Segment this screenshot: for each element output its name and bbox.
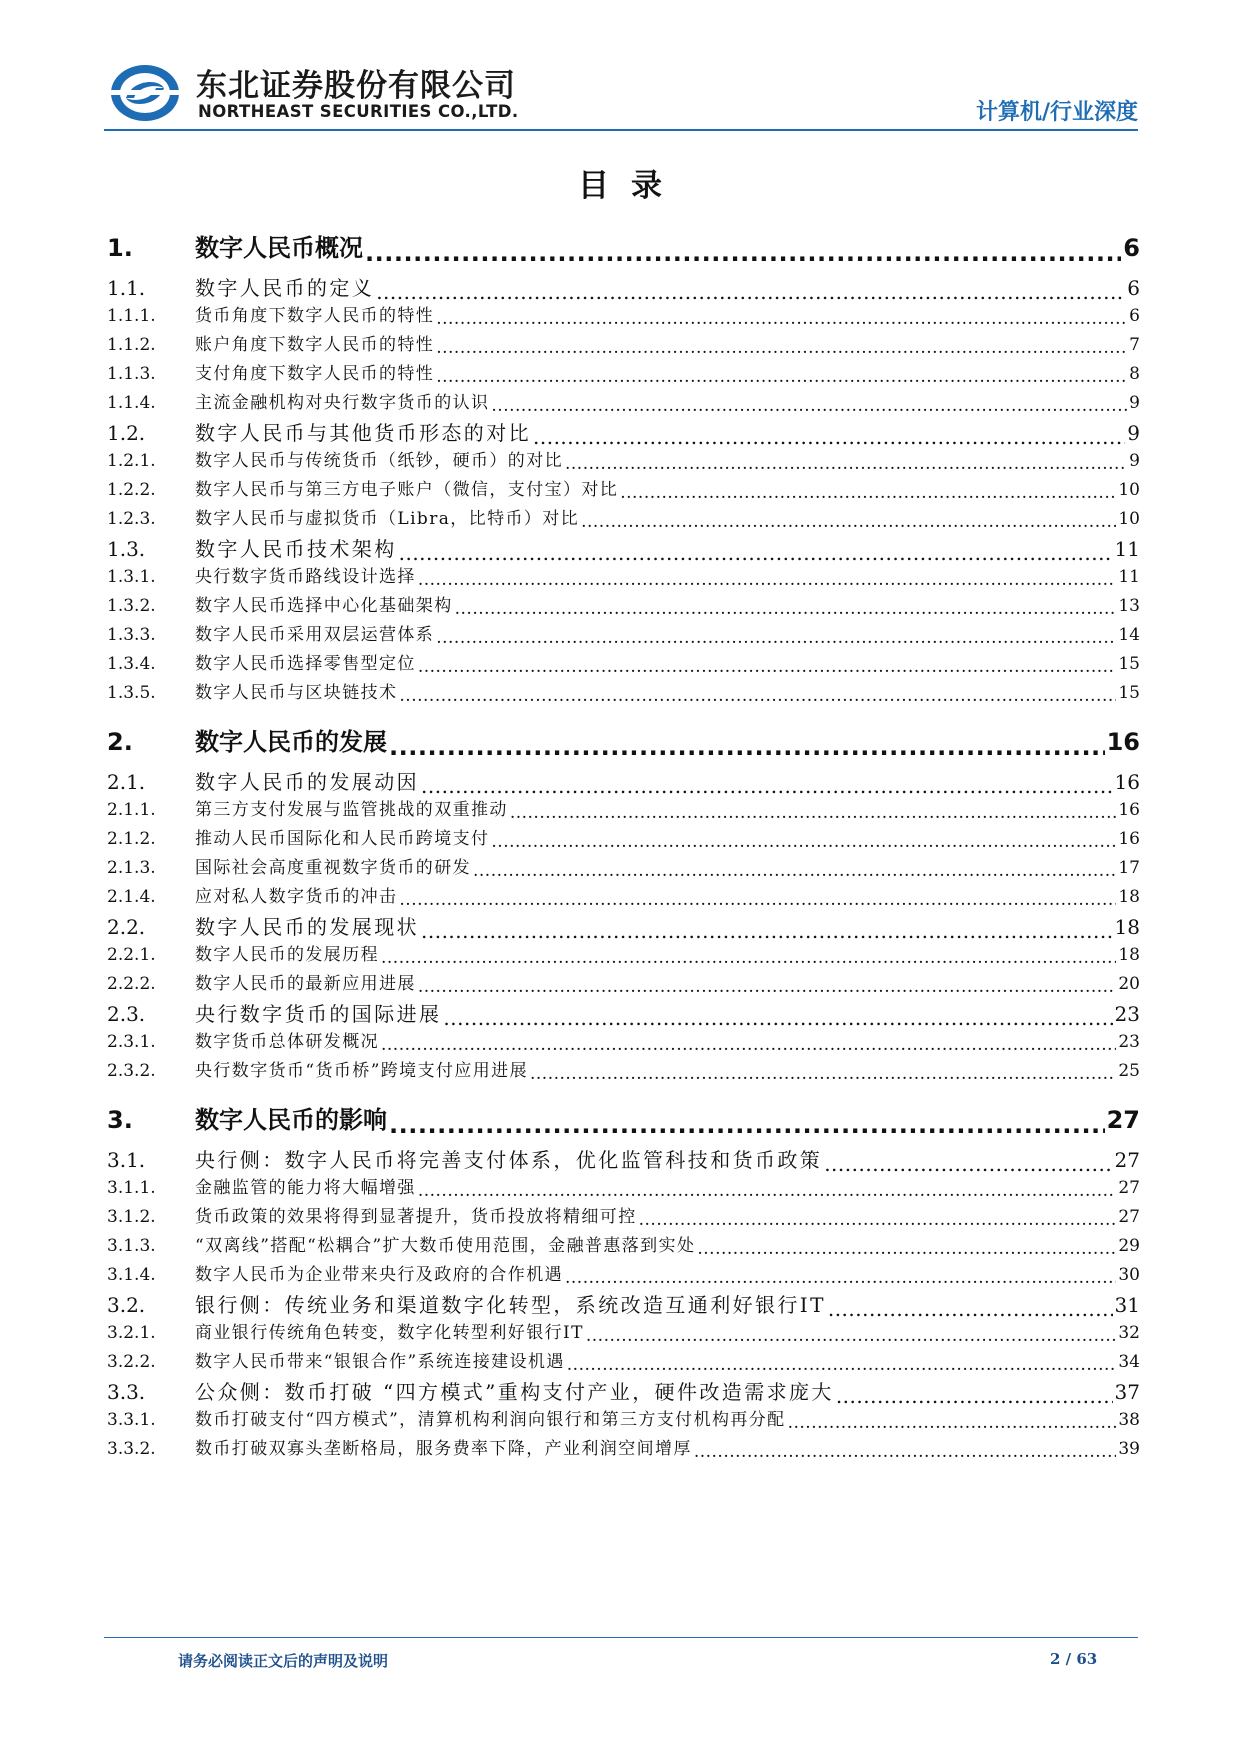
toc-entry-page: 8 [1129, 364, 1140, 384]
toc-entry-page: 18 [1114, 915, 1140, 939]
toc-entry-number: 3.2.2. [107, 1352, 156, 1372]
toc-entry-page: 6 [1129, 306, 1140, 326]
toc-entry-page: 23 [1118, 1032, 1140, 1052]
toc-dot-leader [788, 1413, 1117, 1430]
toc-entry[interactable] [107, 504, 1140, 529]
toc-dot-leader [436, 338, 1127, 355]
toc-entry-title: 数字人民币与区块链技术 [195, 683, 398, 703]
toc-entry-page: 15 [1118, 683, 1140, 703]
toc-entry-title: 数字人民币与第三方电子账户（微信，支付宝）对比 [195, 480, 619, 500]
toc-entry-number: 3. [107, 1106, 133, 1134]
toc-entry-number: 2.3.1. [107, 1032, 156, 1052]
toc-title: 目录 [578, 168, 684, 204]
toc-entry[interactable] [107, 882, 1140, 907]
toc-entry-page: 11 [1118, 567, 1140, 587]
toc-entry-number: 1.2.2. [107, 480, 156, 500]
toc-entry-page: 18 [1118, 887, 1140, 907]
toc-dot-leader [620, 483, 1116, 500]
toc-dot-leader [491, 396, 1127, 413]
toc-entry-number: 1.3.5. [107, 683, 156, 703]
toc-entry-page: 16 [1118, 800, 1140, 820]
toc-entry-page: 17 [1118, 858, 1140, 878]
toc-dot-leader [697, 1239, 1116, 1256]
toc-entry[interactable] [107, 1289, 1140, 1318]
footer-disclaimer: 请务必阅读正文后的声明及说明 [178, 1652, 389, 1670]
toc-dot-leader [436, 628, 1116, 645]
toc-entry-number: 2.2. [107, 915, 146, 939]
toc-entry-number: 2. [107, 728, 133, 756]
toc-entry-title: 主流金融机构对央行数字货币的认识 [195, 393, 490, 413]
toc-dot-leader [421, 774, 1113, 794]
toc-entry[interactable] [107, 533, 1140, 562]
toc-entry[interactable] [107, 446, 1140, 471]
toc-entry-title: 数字人民币与虚拟货币（Libra，比特币）对比 [195, 509, 580, 529]
toc-dot-leader [836, 1384, 1113, 1404]
toc-entry-number: 3.3.1. [107, 1410, 156, 1430]
toc-entry-number: 2.1.3. [107, 858, 156, 878]
toc-entry[interactable] [107, 722, 1140, 757]
toc-entry[interactable] [107, 940, 1140, 965]
toc-entry-number: 2.1.4. [107, 887, 156, 907]
toc-entry-number: 1.1.1. [107, 306, 156, 326]
toc-entry-page: 31 [1114, 1293, 1140, 1317]
toc-entry-title: 数字人民币的最新应用进展 [195, 974, 416, 994]
toc-entry-number: 1.1. [107, 276, 146, 300]
toc-entry[interactable] [107, 1318, 1140, 1343]
toc-entry[interactable] [107, 228, 1140, 263]
toc-dot-leader [443, 1006, 1112, 1026]
toc-entry-number: 1. [107, 234, 133, 262]
toc-entry-page: 16 [1118, 829, 1140, 849]
toc-entry-title: 公众侧：数币打破 “四方模式”重构支付产业，硬件改造需求庞大 [195, 1380, 834, 1404]
toc-dot-leader [824, 1152, 1112, 1172]
toc-entry-title: 数币打破双寡头垄断格局，服务费率下降，产业利润空间增厚 [195, 1439, 692, 1459]
company-name-en: NORTHEAST SECURITIES CO.,LTD. [198, 102, 519, 121]
toc-entry-title: 数字人民币的定义 [195, 276, 375, 300]
toc-entry-title: 数币打破支付“四方模式”，清算机构利润向银行和第三方支付机构再分配 [195, 1410, 786, 1430]
toc-entry[interactable] [107, 649, 1140, 674]
toc-dot-leader [565, 454, 1127, 471]
toc-dot-leader [455, 599, 1117, 616]
toc-entry-page: 16 [1114, 770, 1140, 794]
toc-dot-leader [376, 280, 1125, 300]
toc-entry-title: 数字人民币的发展历程 [195, 945, 379, 965]
toc-entry-title: 应对私人数字货币的冲击 [195, 887, 398, 907]
toc-entry-page: 10 [1118, 509, 1140, 529]
toc-entry-number: 1.2.1. [107, 451, 156, 471]
page-header [104, 50, 1138, 132]
toc-entry[interactable] [107, 766, 1140, 795]
toc-dot-leader [530, 1064, 1116, 1081]
toc-entry-page: 27 [1106, 1106, 1140, 1134]
toc-entry-number: 3.1.2. [107, 1207, 156, 1227]
toc-entry-title: 数字人民币的发展动因 [195, 770, 419, 794]
toc-dot-leader [399, 890, 1116, 907]
toc-entry-page: 20 [1118, 974, 1140, 994]
toc-entry-page: 6 [1123, 234, 1140, 262]
toc-entry-title: 数字人民币技术架构 [195, 537, 397, 561]
toc-entry-title: 数字人民币为企业带来央行及政府的合作机遇 [195, 1265, 563, 1285]
toc-entry-page: 32 [1118, 1323, 1140, 1343]
toc-entry-page: 9 [1129, 393, 1140, 413]
toc-entry-title: 第三方支付发展与监管挑战的双重推动 [195, 800, 508, 820]
toc-entry-title: 央行数字货币“货币桥”跨境支付应用进展 [195, 1061, 528, 1081]
toc-entry-number: 2.3.2. [107, 1061, 156, 1081]
toc-entry-page: 27 [1118, 1178, 1140, 1198]
toc-entry[interactable] [107, 562, 1140, 587]
toc-entry[interactable] [107, 1405, 1140, 1430]
toc-entry-title: 国际社会高度重视数字货币的研发 [195, 858, 471, 878]
toc-entry-page: 16 [1106, 728, 1140, 756]
toc-dot-leader [436, 367, 1127, 384]
toc-entry-number: 3.3. [107, 1380, 146, 1404]
toc-entry[interactable] [107, 911, 1140, 940]
toc-entry-title: 数字人民币与其他货币形态的对比 [195, 421, 531, 445]
toc-entry-number: 3.2.1. [107, 1323, 156, 1343]
toc-entry-title: 数字货币总体研发概况 [195, 1032, 379, 1052]
toc-entry-number: 3.2. [107, 1293, 146, 1317]
toc-dot-leader [565, 1268, 1116, 1285]
toc-dot-leader [581, 512, 1116, 529]
toc-entry[interactable] [107, 1231, 1140, 1256]
toc-entry-page: 39 [1118, 1439, 1140, 1459]
toc-dot-leader [533, 425, 1125, 445]
toc-entry-title: 推动人民币国际化和人民币跨境支付 [195, 829, 490, 849]
toc-entry-page: 9 [1127, 421, 1140, 445]
toc-entry-page: 9 [1129, 451, 1140, 471]
toc-entry-number: 1.2. [107, 421, 146, 445]
toc-entry-title: 支付角度下数字人民币的特性 [195, 364, 435, 384]
northeast-securities-logo-icon [108, 62, 182, 124]
toc-entry[interactable] [107, 359, 1140, 384]
toc-entry-page: 6 [1127, 276, 1140, 300]
toc-entry[interactable] [107, 1202, 1140, 1227]
toc-entry-number: 2.2.1. [107, 945, 156, 965]
toc-entry-page: 30 [1118, 1265, 1140, 1285]
toc-entry[interactable] [107, 1144, 1140, 1173]
toc-dot-leader [399, 686, 1116, 703]
toc-entry-number: 2.1.2. [107, 829, 156, 849]
toc-entry[interactable] [107, 1173, 1140, 1198]
toc-entry[interactable] [107, 969, 1140, 994]
toc-dot-leader [473, 861, 1116, 878]
toc-entry[interactable] [107, 475, 1140, 500]
toc-entry-number: 1.1.3. [107, 364, 156, 384]
toc-entry-title: 数字人民币选择零售型定位 [195, 654, 416, 674]
toc-entry-page: 34 [1118, 1352, 1140, 1372]
toc-entry-page: 18 [1118, 945, 1140, 965]
toc-entry[interactable] [107, 1056, 1140, 1081]
toc-entry[interactable] [107, 1100, 1140, 1135]
toc-entry-number: 2.1.1. [107, 800, 156, 820]
toc-dot-leader [399, 541, 1113, 561]
toc-entry-number: 2.3. [107, 1002, 146, 1026]
toc-entry-title: 金融监管的能力将大幅增强 [195, 1178, 416, 1198]
toc-entry-title: 货币角度下数字人民币的特性 [195, 306, 435, 326]
toc-entry[interactable] [107, 272, 1140, 301]
toc-entry-number: 1.1.4. [107, 393, 156, 413]
toc-dot-leader [510, 803, 1117, 820]
toc-entry-title: 数字人民币选择中心化基础架构 [195, 596, 453, 616]
toc-entry-number: 1.2.3. [107, 509, 156, 529]
toc-entry-page: 29 [1118, 1236, 1140, 1256]
toc-entry-title: 账户角度下数字人民币的特性 [195, 335, 435, 355]
toc-entry-number: 1.3.1. [107, 567, 156, 587]
toc-entry[interactable] [107, 678, 1140, 703]
toc-dot-leader [418, 657, 1117, 674]
toc-entry-number: 1.3.2. [107, 596, 156, 616]
toc-entry-number: 3.1.3. [107, 1236, 156, 1256]
toc-entry-title: 数字人民币的发展 [195, 728, 387, 756]
toc-entry[interactable] [107, 1434, 1140, 1459]
page-indicator: 2 / 63 [1050, 1650, 1098, 1668]
toc-entry[interactable] [107, 1260, 1140, 1285]
toc-entry-title: 数字人民币的发展现状 [195, 915, 419, 939]
toc-entry[interactable] [107, 417, 1140, 446]
toc-dot-leader [639, 1210, 1117, 1227]
toc-entry-title: 商业银行传统角色转变，数字化转型利好银行IT [195, 1323, 584, 1343]
toc-entry-title: 银行侧：传统业务和渠道数字化转型，系统改造互通利好银行IT [195, 1293, 826, 1317]
toc-entry-page: 25 [1118, 1061, 1140, 1081]
toc-entry-title: 数字人民币带来“银银合作”系统连接建设机遇 [195, 1352, 565, 1372]
toc-entry-title: “双离线”搭配“松耦合”扩大数币使用范围，金融普惠落到实处 [195, 1236, 696, 1256]
toc-entry[interactable] [107, 1376, 1140, 1405]
toc-entry-page: 23 [1114, 1002, 1140, 1026]
toc-dot-leader [436, 309, 1127, 326]
toc-dot-leader [389, 733, 1105, 757]
toc-entry-title: 央行数字货币的国际进展 [195, 1002, 442, 1026]
toc-entry-title: 货币政策的效果将得到显著提升，货币投放将精细可控 [195, 1207, 637, 1227]
toc-dot-leader [381, 1035, 1116, 1052]
toc-dot-leader [421, 919, 1113, 939]
toc-dot-leader [381, 948, 1116, 965]
toc-entry-page: 38 [1118, 1410, 1140, 1430]
toc-entry-title: 央行侧：数字人民币将完善支付体系，优化监管科技和货币政策 [195, 1148, 823, 1172]
toc-entry-page: 7 [1129, 335, 1140, 355]
toc-entry[interactable] [107, 330, 1140, 355]
toc-dot-leader [418, 1181, 1117, 1198]
toc-dot-leader [828, 1297, 1113, 1317]
toc-entry-title: 央行数字货币路线设计选择 [195, 567, 416, 587]
toc-entry-page: 10 [1118, 480, 1140, 500]
toc-entry-number: 1.1.2. [107, 335, 156, 355]
toc-entry-number: 3.1.4. [107, 1265, 156, 1285]
toc-entry-number: 3.3.2. [107, 1439, 156, 1459]
toc-entry-number: 3.1. [107, 1148, 146, 1172]
toc-entry[interactable] [107, 301, 1140, 326]
toc-entry-number: 2.1. [107, 770, 146, 794]
toc-dot-leader [586, 1326, 1117, 1343]
toc-dot-leader [567, 1355, 1117, 1372]
toc-dot-leader [694, 1442, 1117, 1459]
toc-entry-page: 13 [1118, 596, 1140, 616]
toc-entry-number: 3.1.1. [107, 1178, 156, 1198]
company-name-cn: 东北证券股份有限公司 [196, 68, 516, 104]
footer-divider [104, 1637, 1138, 1638]
toc-entry[interactable] [107, 998, 1140, 1027]
toc-entry[interactable] [107, 388, 1140, 413]
toc-dot-leader [365, 239, 1121, 263]
toc-entry-number: 1.3.3. [107, 625, 156, 645]
toc-entry-title: 数字人民币采用双层运营体系 [195, 625, 435, 645]
toc-dot-leader [418, 570, 1117, 587]
toc-entry-number: 1.3. [107, 537, 146, 561]
toc-dot-leader [389, 1111, 1105, 1135]
toc-entry[interactable] [107, 795, 1140, 820]
toc-entry-title: 数字人民币的影响 [195, 1106, 387, 1134]
toc-entry-page: 15 [1118, 654, 1140, 674]
toc-entry-page: 11 [1114, 537, 1140, 561]
toc-entry[interactable] [107, 853, 1140, 878]
toc-entry-title: 数字人民币与传统货币（纸钞，硬币）的对比 [195, 451, 563, 471]
toc-entry[interactable] [107, 620, 1140, 645]
header-divider [104, 129, 1138, 131]
toc-entry-number: 2.2.2. [107, 974, 156, 994]
toc-entry[interactable] [107, 591, 1140, 616]
toc-dot-leader [491, 832, 1116, 849]
toc-entry[interactable] [107, 1347, 1140, 1372]
toc-entry-title: 数字人民币概况 [195, 234, 363, 262]
toc-entry-page: 37 [1114, 1380, 1140, 1404]
toc-entry-page: 27 [1118, 1207, 1140, 1227]
toc-dot-leader [418, 977, 1117, 994]
toc-entry-number: 1.3.4. [107, 654, 156, 674]
report-category: 计算机/行业深度 [975, 100, 1138, 125]
toc-entry[interactable] [107, 1027, 1140, 1052]
toc-entry[interactable] [107, 824, 1140, 849]
toc-entry-page: 27 [1114, 1148, 1140, 1172]
toc-entry-page: 14 [1118, 625, 1140, 645]
